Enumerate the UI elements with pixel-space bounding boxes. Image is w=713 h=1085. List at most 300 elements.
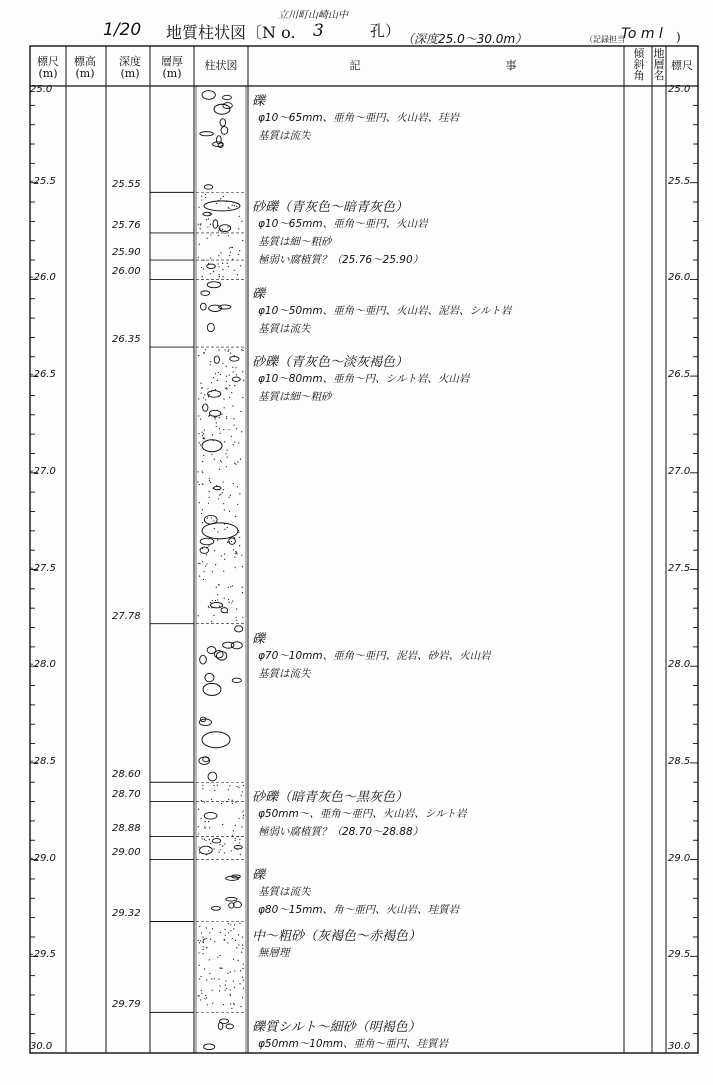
sand-dot — [209, 394, 210, 395]
sand-dot — [198, 355, 199, 356]
sand-dot — [235, 464, 236, 465]
layer-note: φ10～80mm、亜角～円、シルト岩、火山岩 — [258, 373, 470, 386]
layer-description — [252, 786, 624, 841]
sand-dot — [242, 240, 243, 241]
sand-dot — [222, 606, 223, 607]
header-record-1: 記 — [349, 59, 361, 72]
sand-dot — [236, 617, 237, 618]
sand-dot — [224, 553, 225, 554]
sand-dot — [236, 428, 237, 429]
sand-dot — [223, 1004, 224, 1005]
sand-dot — [239, 493, 240, 494]
sand-dot — [218, 274, 219, 275]
sand-dot — [235, 567, 236, 568]
sand-dot — [234, 987, 235, 988]
sand-dot — [226, 416, 227, 417]
sand-dot — [212, 223, 213, 224]
sand-dot — [202, 785, 203, 786]
sand-dot — [217, 594, 218, 595]
pebble-mark — [222, 95, 231, 99]
sand-dot — [205, 565, 206, 566]
sand-dot — [200, 999, 201, 1000]
sand-dot — [242, 791, 243, 792]
scale-left-label: 25.0 — [30, 84, 53, 95]
sand-dot — [210, 234, 211, 235]
sand-dot — [201, 932, 202, 933]
scale-left-label: -27.5 — [30, 562, 56, 574]
sand-dot — [243, 815, 244, 816]
sand-dot — [240, 970, 241, 971]
sand-dot — [207, 518, 208, 519]
scale-right-label: 28.5 — [668, 755, 691, 767]
pebble-mark — [207, 323, 214, 331]
sand-dot — [230, 930, 231, 931]
sand-dot — [232, 938, 233, 939]
sand-dot — [232, 205, 233, 206]
sand-dot — [239, 250, 240, 251]
sand-dot — [228, 349, 229, 350]
sand-dot — [219, 391, 220, 392]
sand-dot — [216, 422, 217, 423]
pebble-mark — [229, 538, 236, 545]
sand-dot — [224, 598, 225, 599]
sand-dot — [200, 444, 201, 445]
sand-dot — [222, 229, 223, 230]
pebble-mark — [212, 839, 221, 843]
sand-dot — [217, 380, 218, 381]
sand-dot — [202, 509, 203, 510]
sand-dot — [226, 418, 227, 419]
sand-dot — [202, 788, 203, 789]
sand-dot — [234, 1004, 235, 1005]
sand-dot — [228, 429, 229, 430]
sand-dot — [234, 205, 235, 206]
pebble-mark — [232, 678, 241, 682]
sand-dot — [214, 941, 215, 942]
sand-dot — [234, 537, 235, 538]
sand-dot — [210, 361, 211, 362]
pebble-mark — [221, 608, 228, 613]
sand-dot — [232, 247, 233, 248]
sand-dot — [233, 371, 234, 372]
sand-dot — [220, 374, 221, 375]
sand-dot — [214, 848, 215, 849]
sand-dot — [200, 383, 201, 384]
sand-dot — [210, 602, 211, 603]
sand-dot — [230, 352, 231, 353]
sand-dot — [208, 396, 209, 397]
sand-dot — [214, 550, 215, 551]
sand-dot — [240, 1006, 241, 1007]
sand-dot — [201, 267, 202, 268]
sand-dot — [210, 257, 211, 258]
sand-dot — [240, 411, 241, 412]
scale-left-label: 30.0 — [30, 1041, 53, 1052]
header-dip: 傾 斜 角 — [633, 47, 645, 82]
sand-dot — [198, 615, 199, 616]
sand-dot — [226, 450, 227, 451]
layer-description — [252, 283, 624, 338]
sand-dot — [210, 224, 211, 225]
sand-dot — [205, 995, 206, 996]
layer-note: 無層理 — [258, 947, 290, 960]
sand-dot — [213, 540, 214, 541]
sand-dot — [223, 429, 224, 430]
sand-dot — [219, 955, 220, 956]
scale-right-label: 26.5 — [668, 369, 691, 381]
sand-dot — [242, 371, 243, 372]
sand-dot — [219, 584, 220, 585]
pebble-mark — [200, 303, 206, 310]
sand-dot — [241, 952, 242, 953]
layer-title: 礫 — [252, 631, 266, 647]
sand-dot — [239, 839, 240, 840]
sand-dot — [211, 799, 212, 800]
sand-dot — [214, 978, 215, 979]
sand-dot — [199, 484, 200, 485]
depth-label: 29.79 — [112, 999, 141, 1011]
sand-dot — [212, 488, 213, 489]
pebble-mark — [234, 845, 242, 848]
sand-dot — [234, 557, 235, 558]
sand-dot — [233, 418, 234, 419]
sand-dot — [206, 554, 207, 555]
sand-dot — [199, 965, 200, 966]
sand-dot — [228, 923, 229, 924]
sand-dot — [216, 587, 217, 588]
sand-dot — [226, 366, 227, 367]
sand-dot — [206, 563, 207, 564]
sand-dot — [236, 947, 237, 948]
sand-dot — [238, 442, 239, 443]
sand-dot — [232, 259, 233, 260]
sand-dot — [243, 818, 244, 819]
sand-dot — [222, 492, 223, 493]
sand-dot — [242, 811, 243, 812]
sand-dot — [221, 414, 222, 415]
sand-dot — [218, 255, 219, 256]
sand-dot — [203, 949, 204, 950]
sand-dot — [221, 231, 222, 232]
sand-dot — [236, 552, 237, 553]
layer-title: 礫 — [252, 94, 266, 109]
layer-note: φ10～65mm、亜角～亜円、火山岩 — [258, 218, 428, 231]
sand-dot — [230, 495, 231, 496]
sand-dot — [206, 938, 207, 939]
sand-dot — [209, 480, 210, 481]
layer-description — [252, 196, 624, 269]
sand-dot — [224, 852, 225, 853]
sand-dot — [202, 435, 203, 436]
sand-dot — [229, 385, 230, 386]
pebble-mark — [208, 772, 217, 781]
sand-dot — [242, 617, 243, 618]
sand-dot — [213, 615, 214, 616]
sand-dot — [242, 997, 243, 998]
sand-dot — [235, 367, 236, 368]
sand-dot — [209, 839, 210, 840]
layer-description — [252, 628, 624, 683]
header-thickness: 層厚 (m) — [161, 55, 183, 80]
pebble-mark — [200, 538, 214, 545]
sand-dot — [243, 988, 244, 989]
pebble-mark — [233, 902, 241, 908]
sand-dot — [199, 926, 200, 927]
sand-dot — [208, 821, 209, 822]
sand-dot — [220, 252, 221, 253]
sand-dot — [234, 924, 235, 925]
sand-dot — [216, 203, 217, 204]
sand-dot — [227, 612, 228, 613]
sheet-heading: 地質柱状図〔N o. — [166, 23, 296, 42]
sand-dot — [237, 461, 238, 462]
sand-dot — [237, 486, 238, 487]
sand-dot — [230, 1003, 231, 1004]
sand-dot — [217, 531, 218, 532]
pebble-mark — [226, 1024, 233, 1029]
header-scale-left: 標尺 (m) — [37, 55, 59, 80]
layer-note: φ70～10mm、亜角～亜円、泥岩、砂岩、火山岩 — [258, 649, 491, 662]
sand-dot — [220, 968, 221, 969]
pebble-mark — [218, 1022, 223, 1029]
pebble-mark — [223, 642, 234, 648]
scale-right-label: 27.0 — [668, 465, 691, 477]
sand-dot — [212, 1002, 213, 1003]
sand-dot — [199, 442, 200, 443]
sand-dot — [199, 502, 200, 503]
sand-dot — [202, 937, 203, 938]
sand-dot — [232, 600, 233, 601]
sand-dot — [204, 826, 205, 827]
sand-dot — [204, 938, 205, 939]
sand-dot — [201, 818, 202, 819]
sand-dot — [211, 978, 212, 979]
sand-dot — [217, 599, 218, 600]
sand-dot — [203, 268, 204, 269]
sand-dot — [243, 980, 244, 981]
sand-dot — [220, 932, 221, 933]
sand-dot — [231, 1008, 232, 1009]
pebble-mark — [214, 356, 219, 363]
sand-dot — [219, 417, 220, 418]
sand-dot — [225, 453, 226, 454]
sand-dot — [209, 827, 210, 828]
sand-dot — [213, 520, 214, 521]
sand-dot — [206, 947, 207, 948]
sand-dot — [229, 602, 230, 603]
layer-note: φ50mm～10mm、亜角～亜円、珪質岩 — [258, 1038, 449, 1051]
sand-dot — [238, 960, 239, 961]
sand-dot — [205, 399, 206, 400]
sand-dot — [220, 198, 221, 199]
sand-dot — [229, 374, 230, 375]
layer-title: 砂礫（青灰色～淡灰褐色） — [252, 355, 409, 371]
depth-label: 29.32 — [112, 908, 141, 920]
sand-dot — [209, 478, 210, 479]
sand-dot — [202, 470, 203, 471]
sand-dot — [216, 426, 217, 427]
sand-dot — [224, 939, 225, 940]
sand-dot — [209, 973, 210, 974]
pebble-mark — [216, 651, 226, 660]
sand-dot — [229, 255, 230, 256]
sand-dot — [238, 818, 239, 819]
sand-dot — [236, 206, 237, 207]
sand-dot — [215, 600, 216, 601]
layer-note: φ80～15mm、角～亜円、火山岩、珪質岩 — [258, 903, 460, 916]
scale-right-label: 29.5 — [668, 949, 691, 961]
sand-dot — [218, 498, 219, 499]
sand-dot — [212, 600, 213, 601]
sand-dot — [209, 932, 210, 933]
sand-dot — [204, 571, 205, 572]
sand-dot — [222, 481, 223, 482]
sand-dot — [208, 607, 209, 608]
sand-dot — [207, 388, 208, 389]
layer-note: 基質は流失 — [258, 323, 311, 336]
pebble-mark — [200, 132, 214, 136]
sand-dot — [219, 428, 220, 429]
sand-dot — [230, 924, 231, 925]
sand-dot — [239, 923, 240, 924]
header-depth: 深度 (m) — [119, 55, 141, 80]
sand-dot — [224, 843, 225, 844]
sand-dot — [226, 381, 227, 382]
sand-dot — [203, 946, 204, 947]
sand-dot — [238, 532, 239, 533]
sand-dot — [206, 997, 207, 998]
sand-dot — [228, 932, 229, 933]
sand-dot — [239, 545, 240, 546]
depth-label: 25.90 — [112, 247, 141, 259]
sand-dot — [219, 985, 220, 986]
recorder-close: ) — [676, 30, 681, 44]
pebble-mark — [207, 647, 216, 654]
sand-dot — [202, 276, 203, 277]
sand-dot — [231, 602, 232, 603]
sand-dot — [210, 273, 211, 274]
pebble-mark — [207, 282, 221, 288]
pebble-mark — [204, 185, 212, 189]
sand-dot — [226, 466, 227, 467]
layer-note: 基質は細～粗砂 — [258, 391, 332, 404]
header-elevation: 標高 (m) — [74, 55, 96, 80]
layer-note: φ10～50mm、亜角～亜円、火山岩、泥岩、シルト岩 — [258, 305, 512, 318]
sand-dot — [218, 225, 219, 226]
sand-dot — [234, 441, 235, 442]
sand-dot — [198, 433, 199, 434]
hole-number: 3 — [313, 21, 324, 41]
pebble-mark — [201, 291, 210, 296]
sand-dot — [215, 418, 216, 419]
sand-dot — [208, 416, 209, 417]
sand-dot — [219, 276, 220, 277]
sand-dot — [211, 621, 212, 622]
sand-dot — [230, 252, 231, 253]
sand-dot — [198, 398, 199, 399]
sand-dot — [209, 959, 210, 960]
sand-dot — [225, 349, 226, 350]
sand-dot — [223, 196, 224, 197]
pebble-mark — [214, 486, 221, 489]
sand-dot — [226, 988, 227, 989]
sand-dot — [220, 460, 221, 461]
sand-dot — [232, 835, 233, 836]
sand-dot — [199, 852, 200, 853]
sand-dot — [222, 846, 223, 847]
layer-title: 中～粗砂（灰褐色～赤褐色） — [252, 929, 422, 945]
scale-right-label: 25.5 — [668, 175, 691, 187]
scale-left-label: -29.5 — [30, 949, 56, 961]
sand-dot — [233, 981, 234, 982]
sand-dot — [242, 566, 243, 567]
sand-dot — [235, 838, 236, 839]
sand-dot — [241, 221, 242, 222]
sand-dot — [229, 785, 230, 786]
sand-dot — [222, 824, 223, 825]
sand-dot — [239, 537, 240, 538]
sand-dot — [202, 461, 203, 462]
sand-dot — [243, 380, 244, 381]
sand-dot — [238, 787, 239, 788]
sand-dot — [206, 979, 207, 980]
sand-dot — [218, 395, 219, 396]
sand-dot — [203, 953, 204, 954]
sand-dot — [224, 529, 225, 530]
sand-dot — [202, 522, 203, 523]
sand-dot — [243, 968, 244, 969]
sand-dot — [201, 513, 202, 514]
sand-dot — [235, 940, 236, 941]
sand-dot — [210, 843, 211, 844]
sand-dot — [226, 376, 227, 377]
depth-label: 28.70 — [112, 788, 141, 800]
pebble-mark — [221, 127, 228, 135]
sand-dot — [218, 372, 219, 373]
scale-left-label: -26.0 — [30, 272, 56, 284]
sand-dot — [208, 503, 209, 504]
depth-label: 26.00 — [112, 266, 141, 278]
sand-dot — [219, 844, 220, 845]
sand-dot — [201, 993, 202, 994]
sand-dot — [218, 263, 219, 264]
sand-dot — [222, 269, 223, 270]
sand-dot — [203, 353, 204, 354]
pebble-mark — [204, 1044, 215, 1050]
scale-left-label: -28.0 — [30, 659, 56, 671]
sand-dot — [228, 266, 229, 267]
sand-dot — [212, 434, 213, 435]
sand-dot — [214, 417, 215, 418]
sand-dot — [220, 849, 221, 850]
sand-dot — [236, 620, 237, 621]
scale-ratio-text: 1/20 — [103, 20, 142, 40]
sand-dot — [221, 461, 222, 462]
pebble-mark — [200, 655, 207, 664]
sand-dot — [204, 438, 205, 439]
sand-dot — [237, 504, 238, 505]
sand-dot — [227, 973, 228, 974]
sand-dot — [203, 942, 204, 943]
sand-dot — [201, 432, 202, 433]
sand-dot — [218, 349, 219, 350]
sand-dot — [203, 433, 204, 434]
cobble-mark — [202, 732, 230, 748]
sand-dot — [220, 494, 221, 495]
sand-dot — [208, 606, 209, 607]
sand-dot — [242, 350, 243, 351]
sand-dot — [219, 852, 220, 853]
